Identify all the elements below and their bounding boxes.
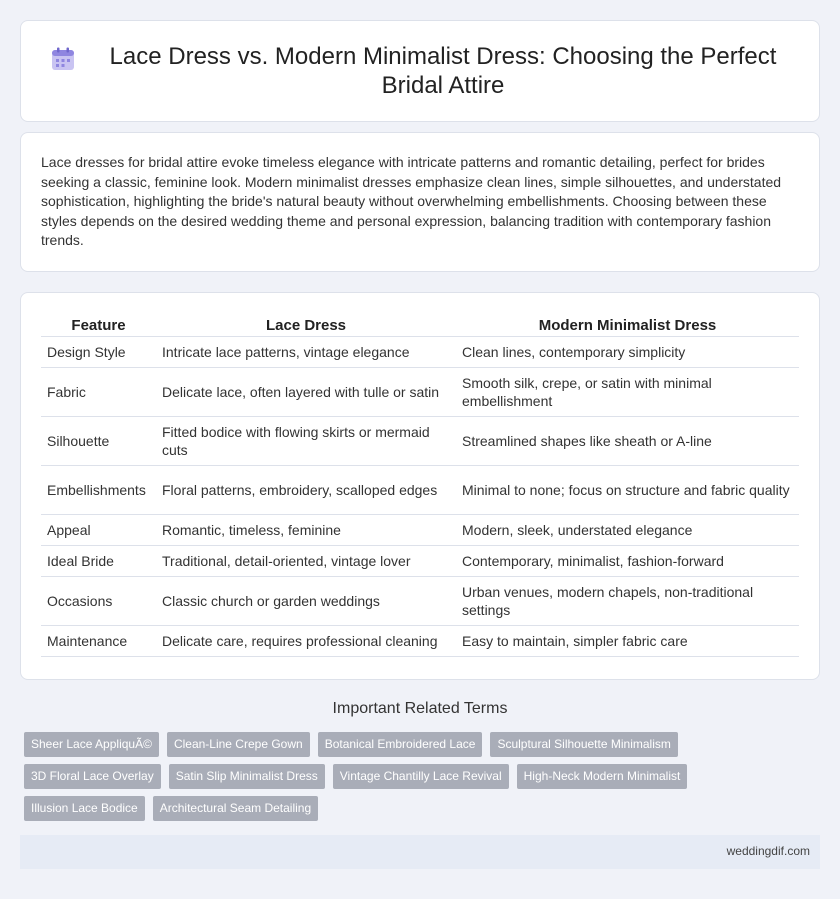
- lace-cell: Delicate lace, often layered with tulle or satin: [156, 368, 456, 417]
- related-tag[interactable]: Sculptural Silhouette Minimalism: [490, 732, 677, 757]
- table-row: [41, 417, 799, 466]
- related-tag[interactable]: High-Neck Modern Minimalist: [517, 764, 688, 789]
- related-tag[interactable]: Architectural Seam Detailing: [153, 796, 318, 821]
- table-row: [41, 515, 799, 546]
- related-tag[interactable]: Botanical Embroidered Lace: [318, 732, 483, 757]
- comparison-table: [41, 313, 799, 657]
- lace-cell: Classic church or garden weddings: [156, 577, 456, 626]
- footer: [20, 835, 820, 869]
- feature-cell: Occasions: [41, 577, 156, 626]
- related-tag[interactable]: Sheer Lace AppliquÃ©: [24, 732, 159, 757]
- table-row: [41, 546, 799, 577]
- feature-cell: Maintenance: [41, 626, 156, 657]
- related-tag[interactable]: Vintage Chantilly Lace Revival: [333, 764, 509, 789]
- table-header-row: [41, 313, 799, 337]
- header-feature: Feature: [41, 313, 156, 337]
- lace-cell: Delicate care, requires professional cleaning: [156, 626, 456, 657]
- feature-cell: Embellishments: [41, 466, 156, 515]
- minimalist-cell: Minimal to none; focus on structure and fabric quality: [456, 466, 799, 515]
- feature-cell: Ideal Bride: [41, 546, 156, 577]
- related-terms-heading: Important Related Terms: [332, 700, 508, 717]
- lace-cell: Floral patterns, embroidery, scalloped edges: [156, 466, 456, 515]
- related-tag[interactable]: Clean-Line Crepe Gown: [167, 732, 310, 757]
- minimalist-cell: Smooth silk, crepe, or satin with minimal embellishment: [456, 368, 799, 417]
- footer-site-link[interactable]: weddingdif.com: [726, 844, 810, 858]
- intro-text: Lace dresses for bridal attire evoke timeless elegance with intricate patterns and romantic detailing, perfect for brides seeking a classic, feminine look. Modern minimalist dresses emphasize clean lines, simple silhouettes, and understated sophistication, highlighting the bride's natural beauty without overwhelming embellishments. Choosing between these styles depends on the desired wedding theme and personal expression, balancing tradition with contemporary fashion trends.: [41, 154, 782, 248]
- title-wrap: [50, 42, 790, 100]
- related-terms-tags: [24, 732, 824, 828]
- table-row: [41, 466, 799, 515]
- minimalist-cell: Modern, sleek, understated elegance: [456, 515, 799, 546]
- lace-cell: Fitted bodice with flowing skirts or mermaid cuts: [156, 417, 456, 466]
- header-card: [20, 20, 820, 122]
- feature-cell: Silhouette: [41, 417, 156, 466]
- feature-cell: Appeal: [41, 515, 156, 546]
- table-row: [41, 337, 799, 368]
- minimalist-cell: Clean lines, contemporary simplicity: [456, 337, 799, 368]
- minimalist-cell: Streamlined shapes like sheath or A-line: [456, 417, 799, 466]
- minimalist-cell: Easy to maintain, simpler fabric care: [456, 626, 799, 657]
- header-minimalist-dress: Modern Minimalist Dress: [456, 313, 799, 337]
- comparison-card: [20, 292, 820, 680]
- lace-cell: Intricate lace patterns, vintage elegance: [156, 337, 456, 368]
- table-row: [41, 626, 799, 657]
- related-tag[interactable]: Satin Slip Minimalist Dress: [169, 764, 325, 789]
- minimalist-cell: Urban venues, modern chapels, non-traditional settings: [456, 577, 799, 626]
- header-lace-dress: Lace Dress: [156, 313, 456, 337]
- related-tag[interactable]: Illusion Lace Bodice: [24, 796, 145, 821]
- minimalist-cell: Contemporary, minimalist, fashion-forward: [456, 546, 799, 577]
- lace-cell: Romantic, timeless, feminine: [156, 515, 456, 546]
- table-row: [41, 577, 799, 626]
- calendar-icon: [50, 46, 76, 72]
- page-title: Lace Dress vs. Modern Minimalist Dress: Choosing the Perfect Bridal Attire: [109, 43, 777, 99]
- feature-cell: Design Style: [41, 337, 156, 368]
- related-tag[interactable]: 3D Floral Lace Overlay: [24, 764, 161, 789]
- intro-card: [20, 132, 820, 272]
- lace-cell: Traditional, detail-oriented, vintage lover: [156, 546, 456, 577]
- feature-cell: Fabric: [41, 368, 156, 417]
- table-row: [41, 368, 799, 417]
